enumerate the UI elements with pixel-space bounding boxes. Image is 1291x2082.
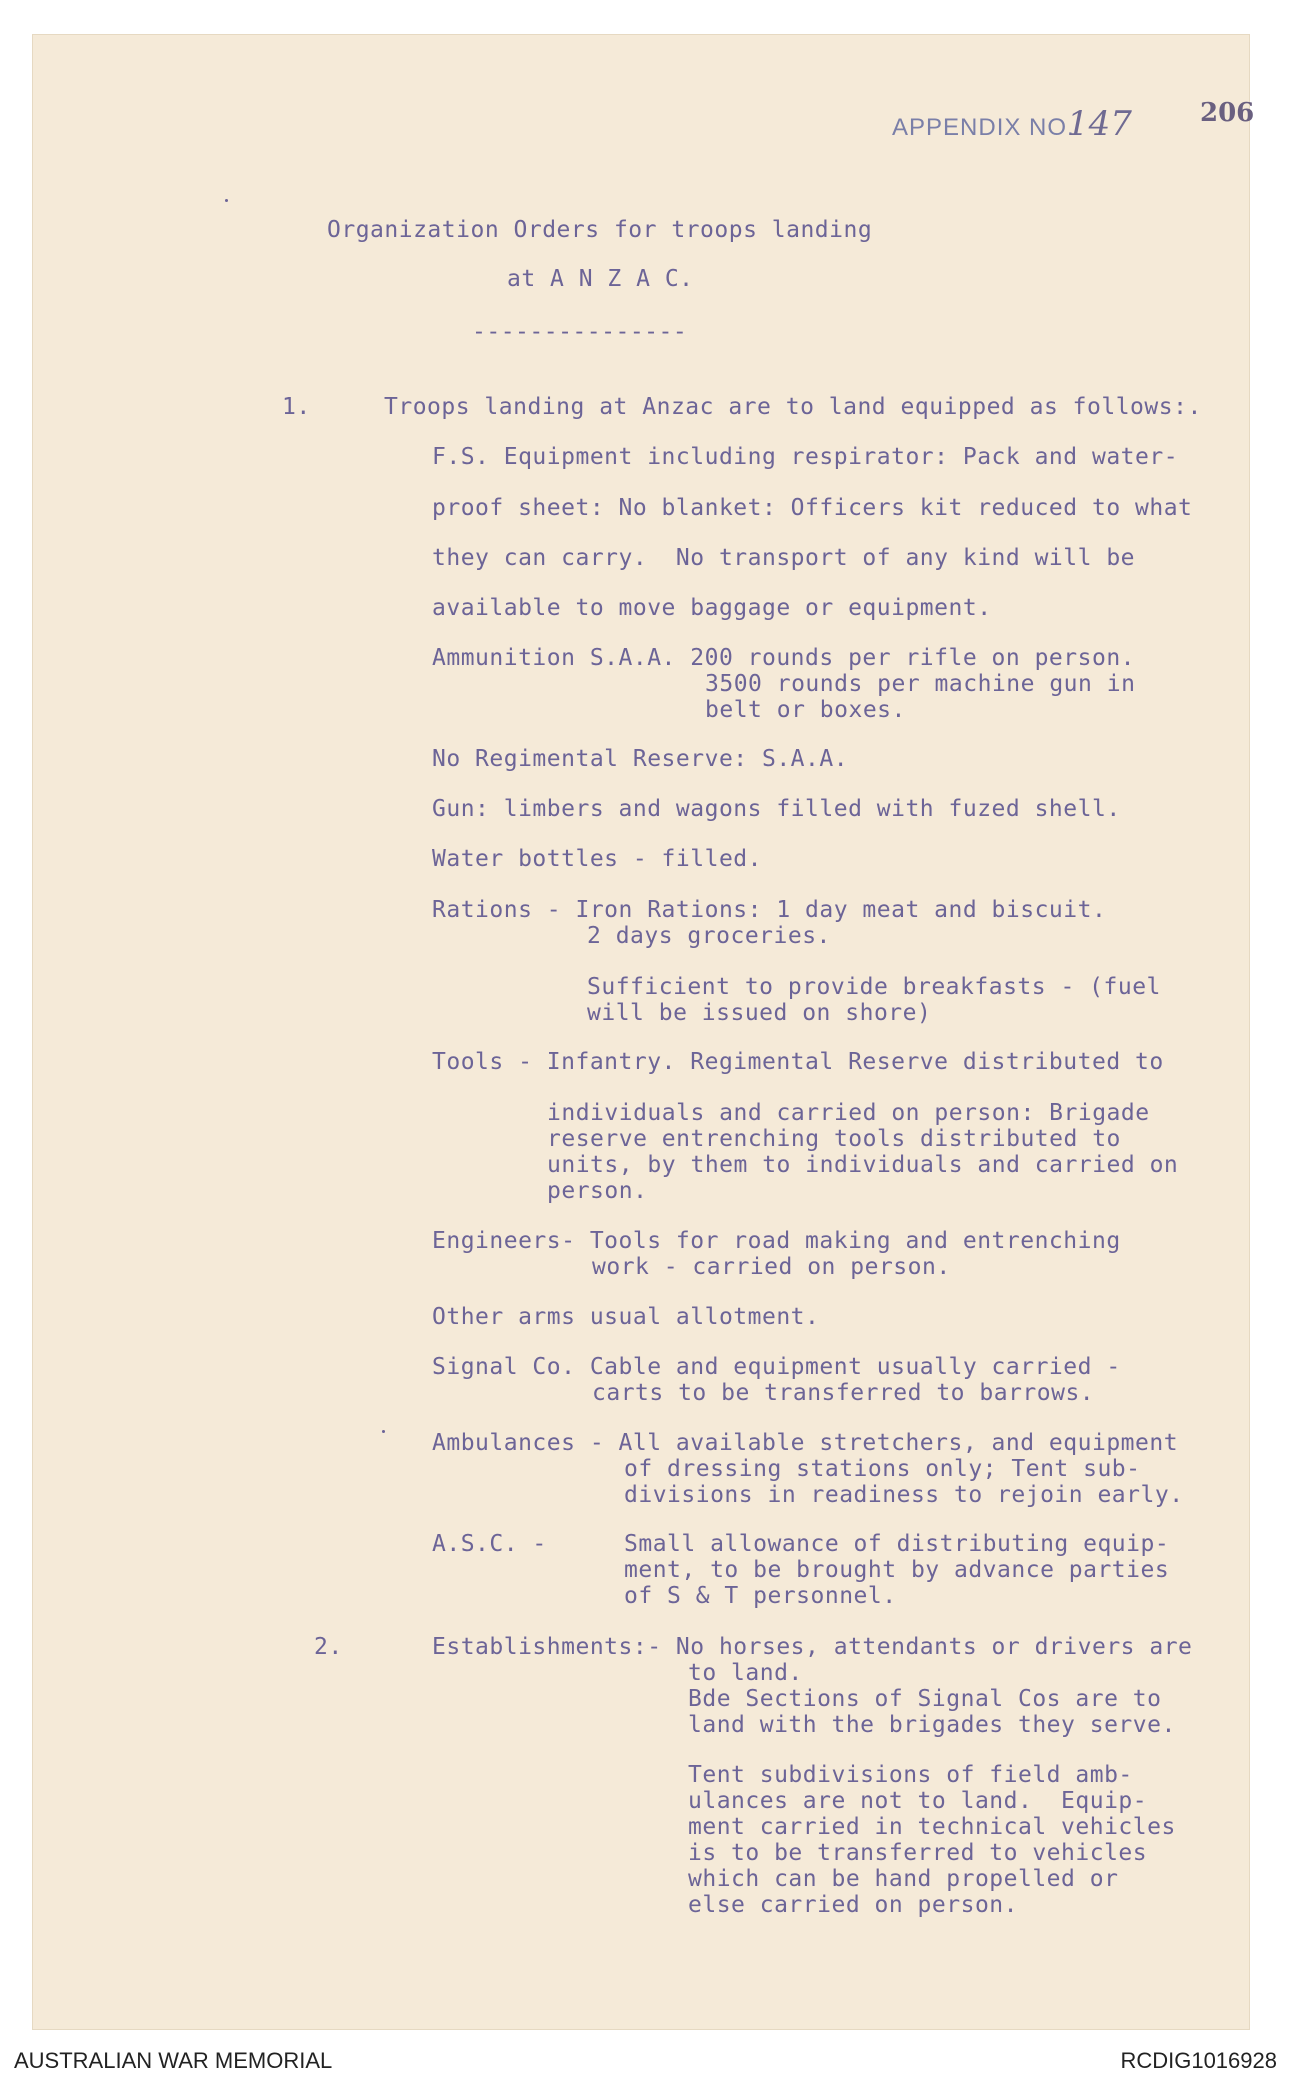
footer-archive-name: AUSTRALIAN WAR MEMORIAL [14, 2048, 333, 2073]
title-rule: --------------- [472, 319, 688, 345]
section-1-line: belt or boxes. [705, 697, 906, 723]
section-2-number: 2. [314, 1634, 343, 1660]
section-1-line: of S & T personnel. [624, 1583, 897, 1609]
section-1-line: available to move baggage or equipment. [432, 595, 992, 621]
section-2-line: land with the brigades they serve. [688, 1712, 1176, 1738]
section-1-line: Gun: limbers and wagons filled with fuzed shell. [432, 796, 1121, 822]
section-1-line: they can carry. No transport of any kind will be [432, 545, 1136, 571]
document-page [32, 34, 1255, 2030]
section-1-line: 2 days groceries. [587, 923, 831, 949]
section-2-line: to land. [688, 1660, 803, 1686]
section-1-line: Signal Co. Cable and equipment usually carried - [432, 1354, 1121, 1380]
section-1-line: divisions in readiness to rejoin early. [624, 1482, 1184, 1508]
section-1-line: Water bottles - filled. [432, 846, 762, 872]
section-1-line: reserve entrenching tools distributed to [547, 1126, 1121, 1152]
section-1-line: work - carried on person. [592, 1254, 951, 1280]
section-1-line: individuals and carried on person: Brigade [547, 1100, 1150, 1126]
section-2-line: Tent subdivisions of field amb- [688, 1762, 1133, 1788]
section-1-line: Other arms usual allotment. [432, 1304, 820, 1330]
section-2-line: is to be transferred to vehicles [688, 1840, 1148, 1866]
section-2-line: else carried on person. [688, 1892, 1018, 1918]
section-1-line: No Regimental Reserve: S.A.A. [432, 746, 849, 772]
section-1-line: F.S. Equipment including respirator: Pack and water- [432, 444, 1179, 470]
section-2-line: which can be hand propelled or [688, 1866, 1119, 1892]
section-1-line: Ambulances - All available stretchers, and equipment [432, 1430, 1179, 1456]
section-1-line: units, by them to individuals and carried on [547, 1152, 1179, 1178]
section-1-number: 1. [282, 394, 311, 420]
section-2-line: Establishments:- No horses, attendants or drivers are [432, 1634, 1193, 1660]
section-1-line: will be issued on shore) [587, 1000, 932, 1026]
section-1-line: person. [547, 1178, 648, 1204]
section-1-line: Sufficient to provide breakfasts - (fuel [587, 974, 1161, 1000]
section-1-line: ment, to be brought by advance parties [624, 1557, 1170, 1583]
footer-catalogue-id: RCDIG1016928 [1120, 2048, 1277, 2073]
section-2-line: Bde Sections of Signal Cos are to [688, 1686, 1162, 1712]
section-1-line: Rations - Iron Rations: 1 day meat and biscuit. [432, 897, 1107, 923]
section-1-line: Tools - Infantry. Regimental Reserve distributed to [432, 1049, 1164, 1075]
paper-speck [382, 1430, 385, 1433]
appendix-stamp: APPENDIX NO. [892, 114, 1075, 141]
title-line-2: at A N Z A C. [507, 266, 694, 292]
section-1-line: 3500 rounds per machine gun in [705, 671, 1136, 697]
section-2-line: ulances are not to land. Equip- [688, 1788, 1148, 1814]
section-1-line: proof sheet: No blanket: Officers kit reduced to what [432, 495, 1193, 521]
handwritten-appendix-number: 147 [1067, 104, 1132, 144]
section-1-line: Ammunition S.A.A. 200 rounds per rifle on person. [432, 645, 1136, 671]
section-1-line: Small allowance of distributing equip- [624, 1531, 1170, 1557]
section-1-line: Engineers- Tools for road making and entrenching [432, 1228, 1121, 1254]
section-1-line: carts to be transferred to barrows. [592, 1380, 1095, 1406]
section-1-line: of dressing stations only; Tent sub- [624, 1456, 1141, 1482]
paper-speck [225, 199, 228, 202]
title-line-1: Organization Orders for troops landing [327, 217, 873, 243]
page-number: 206 [1200, 98, 1255, 128]
section-1-line: A.S.C. - [432, 1531, 547, 1557]
section-1-line: Troops landing at Anzac are to land equipped as follows:. [384, 394, 1202, 420]
section-2-line: ment carried in technical vehicles [688, 1814, 1176, 1840]
